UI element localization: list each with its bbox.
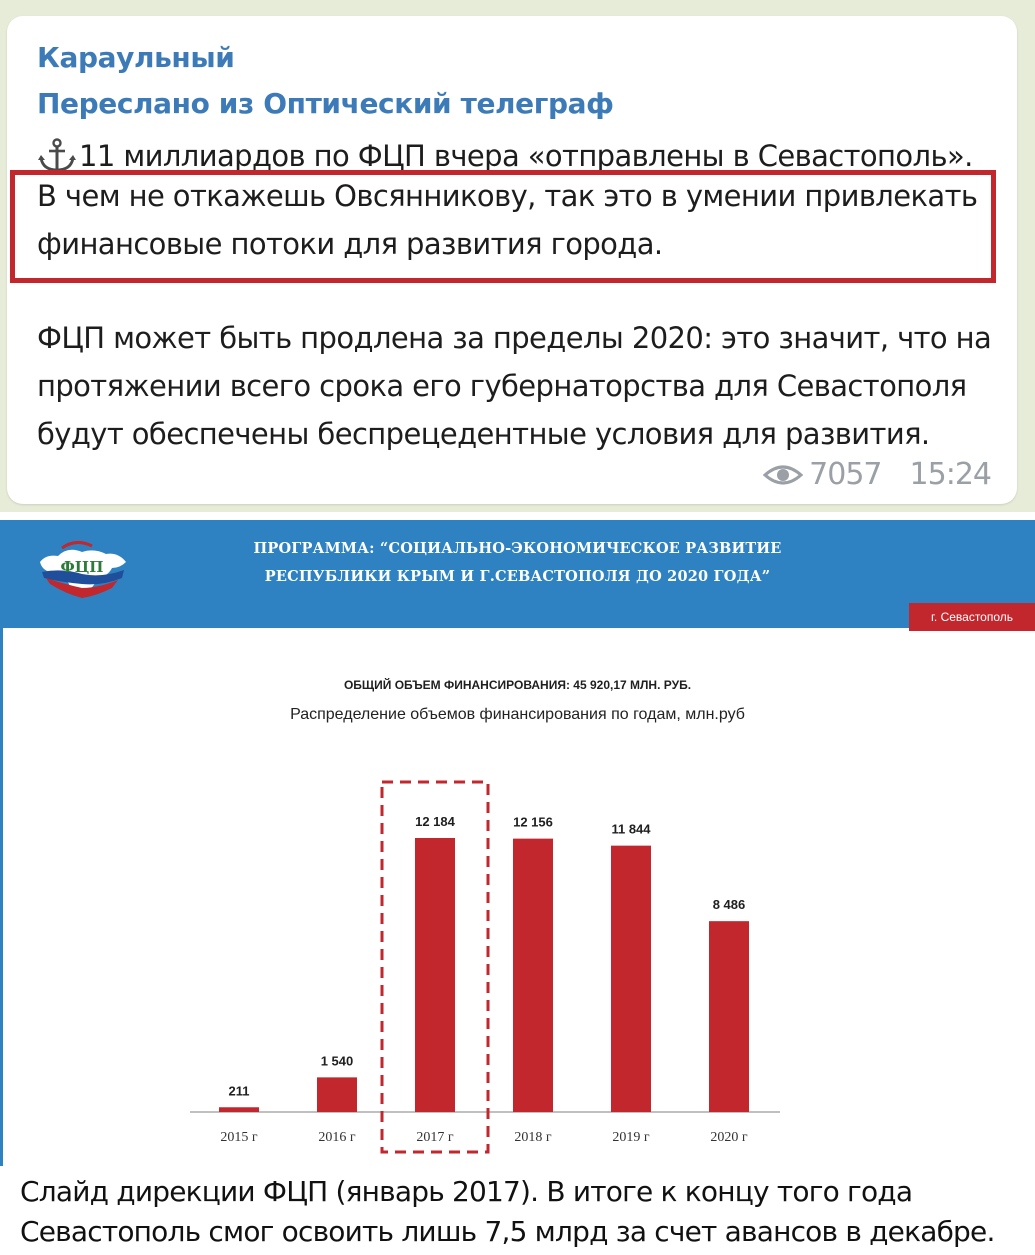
view-count: 7057 [809, 457, 882, 492]
bar-value-label: 211 [228, 1083, 250, 1099]
x-tick-label: 2016 г [318, 1130, 356, 1145]
x-tick-label: 2015 г [220, 1130, 258, 1145]
slide-title-line: ПРОГРАММА: “СОЦИАЛЬНО-ЭКОНОМИЧЕСКОЕ РАЗВИТИЕ [253, 540, 782, 557]
caption [20, 1172, 995, 1252]
caption-line: Слайд дирекции ФЦП (январь 2017). В итоге к концу того года [20, 1175, 913, 1208]
bar-value-label: 1 540 [320, 1053, 354, 1069]
sender-name[interactable]: Караульный [37, 41, 235, 74]
bar-2017-г [415, 838, 455, 1112]
logo-text: ФЦП [60, 558, 104, 576]
x-tick-label: 2020 г [710, 1130, 748, 1145]
bar-2019-г [611, 846, 651, 1112]
caption-line: Севастополь смог освоить лишь 7,5 млрд за счет авансов в декабре. [20, 1215, 995, 1248]
bar-2015-г [219, 1107, 259, 1112]
x-tick-label: 2019 г [612, 1130, 650, 1145]
bar-2016-г [317, 1077, 357, 1112]
bar-value-label: 12 184 [415, 814, 455, 829]
message-line: будут обеспечены беспрецедентные условия для развития. [37, 417, 930, 451]
forwarded-from-link[interactable]: Переслано из Оптический телеграф [37, 87, 614, 120]
message-time: 15:24 [909, 457, 991, 492]
message-line: ФЦП может быть продлена за пределы 2020: это значит, что на [37, 321, 992, 355]
total-funding-label: ОБЩИЙ ОБЪЕМ ФИНАНСИРОВАНИЯ: 45 920,17 МЛН. РУБ. [343, 678, 692, 692]
bar-2020-г [709, 921, 749, 1112]
x-tick-label: 2017 г [416, 1130, 454, 1145]
message-line: В чем не откажешь Овсянникову, так это в умении привлекать [37, 179, 978, 213]
bar-value-label: 11 844 [611, 821, 651, 837]
bar-2018-г [513, 839, 553, 1112]
chart-title: Распределение объемов финансирования по годам, млн.руб [290, 706, 745, 723]
bar-value-label: 8 486 [712, 897, 746, 913]
bar-value-label: 12 156 [513, 814, 553, 830]
city-tag: г. Севастополь [909, 603, 1035, 631]
message-line: финансовые потоки для развития города. [37, 227, 663, 261]
message-line: протяжении всего срока его губернаторства для Севастополя [37, 369, 967, 403]
x-tick-label: 2018 г [514, 1130, 552, 1145]
message-line-text: 11 миллиардов по ФЦП вчера «отправлены в Севастополь». [79, 139, 973, 173]
slide-title-line: РЕСПУБЛИКИ КРЫМ И Г.СЕВАСТОПОЛЯ ДО 2020 ГОДА” [264, 568, 771, 585]
